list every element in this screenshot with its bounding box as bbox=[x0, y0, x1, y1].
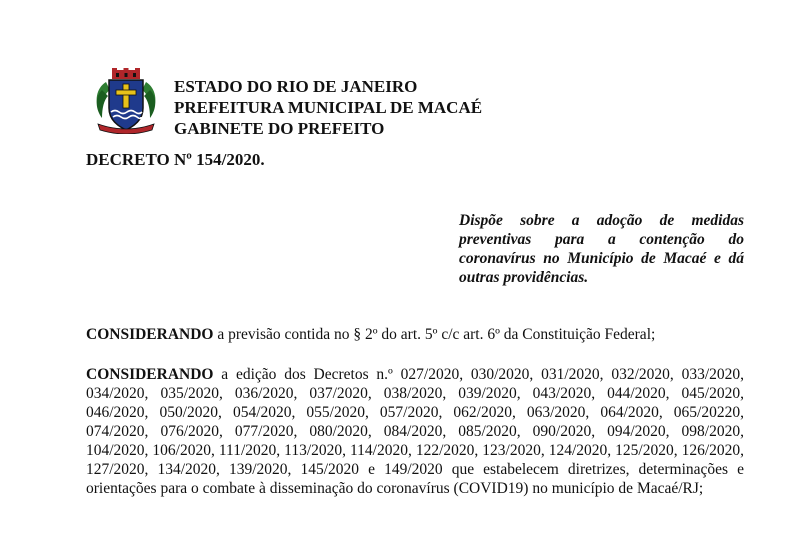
header-state: ESTADO DO RIO DE JANEIRO bbox=[174, 77, 418, 96]
header-org-lines bbox=[174, 76, 482, 139]
considerando-paragraph bbox=[86, 365, 744, 498]
paragraph-text: a edição dos Decretos n.º 027/2020, 030/2020, 031/2020, 032/2020, 033/2020, 034/2020, 035/2020, 036/2020, 037/2020, 038/2020, 039/2020, 043/2020, 044/2020, 045/2020, 046/2020, 050/2020, 054/2020, 055/2020, 057/2020, 062/2020, 063/2020, 064/2020, 065/20220, 074/2020, 076/2020, 077/2020, 080/2020, 084/2020, 085/2020, 090/2020, 094/2020, 098/2020, 104/2020, 106/2020, 111/2020, 113/2020, 114/2020, 122/2020, 123/2020, 124/2020, 125/2020, 126/2020, 127/2020, 134/2020, 139/2020, 145/2020 e 149/2020 que estabelecem diretrizes, determinações e orientações para o combate à disseminação do coronavírus (COVID19) no município de Macaé/RJ; bbox=[86, 366, 744, 497]
decree-number: DECRETO Nº 154/2020. bbox=[86, 150, 265, 169]
header-city-hall: PREFEITURA MUNICIPAL DE MACAÉ bbox=[174, 98, 483, 117]
decree-summary: Dispõe sobre a adoção de medidas preventivas para a contenção do coronavírus no Município de Macaé e dá outras providências. bbox=[459, 212, 744, 286]
considerando-keyword: CONSIDERANDO bbox=[86, 366, 214, 383]
paragraph-text: a previsão contida no § 2º do art. 5º c/c art. 6º da Constituição Federal; bbox=[213, 326, 656, 343]
header-office: GABINETE DO PREFEITO bbox=[174, 119, 385, 138]
coat-of-arms-icon bbox=[92, 68, 160, 134]
considerando-paragraph bbox=[86, 325, 744, 344]
considerando-keyword: CONSIDERANDO bbox=[86, 326, 214, 343]
